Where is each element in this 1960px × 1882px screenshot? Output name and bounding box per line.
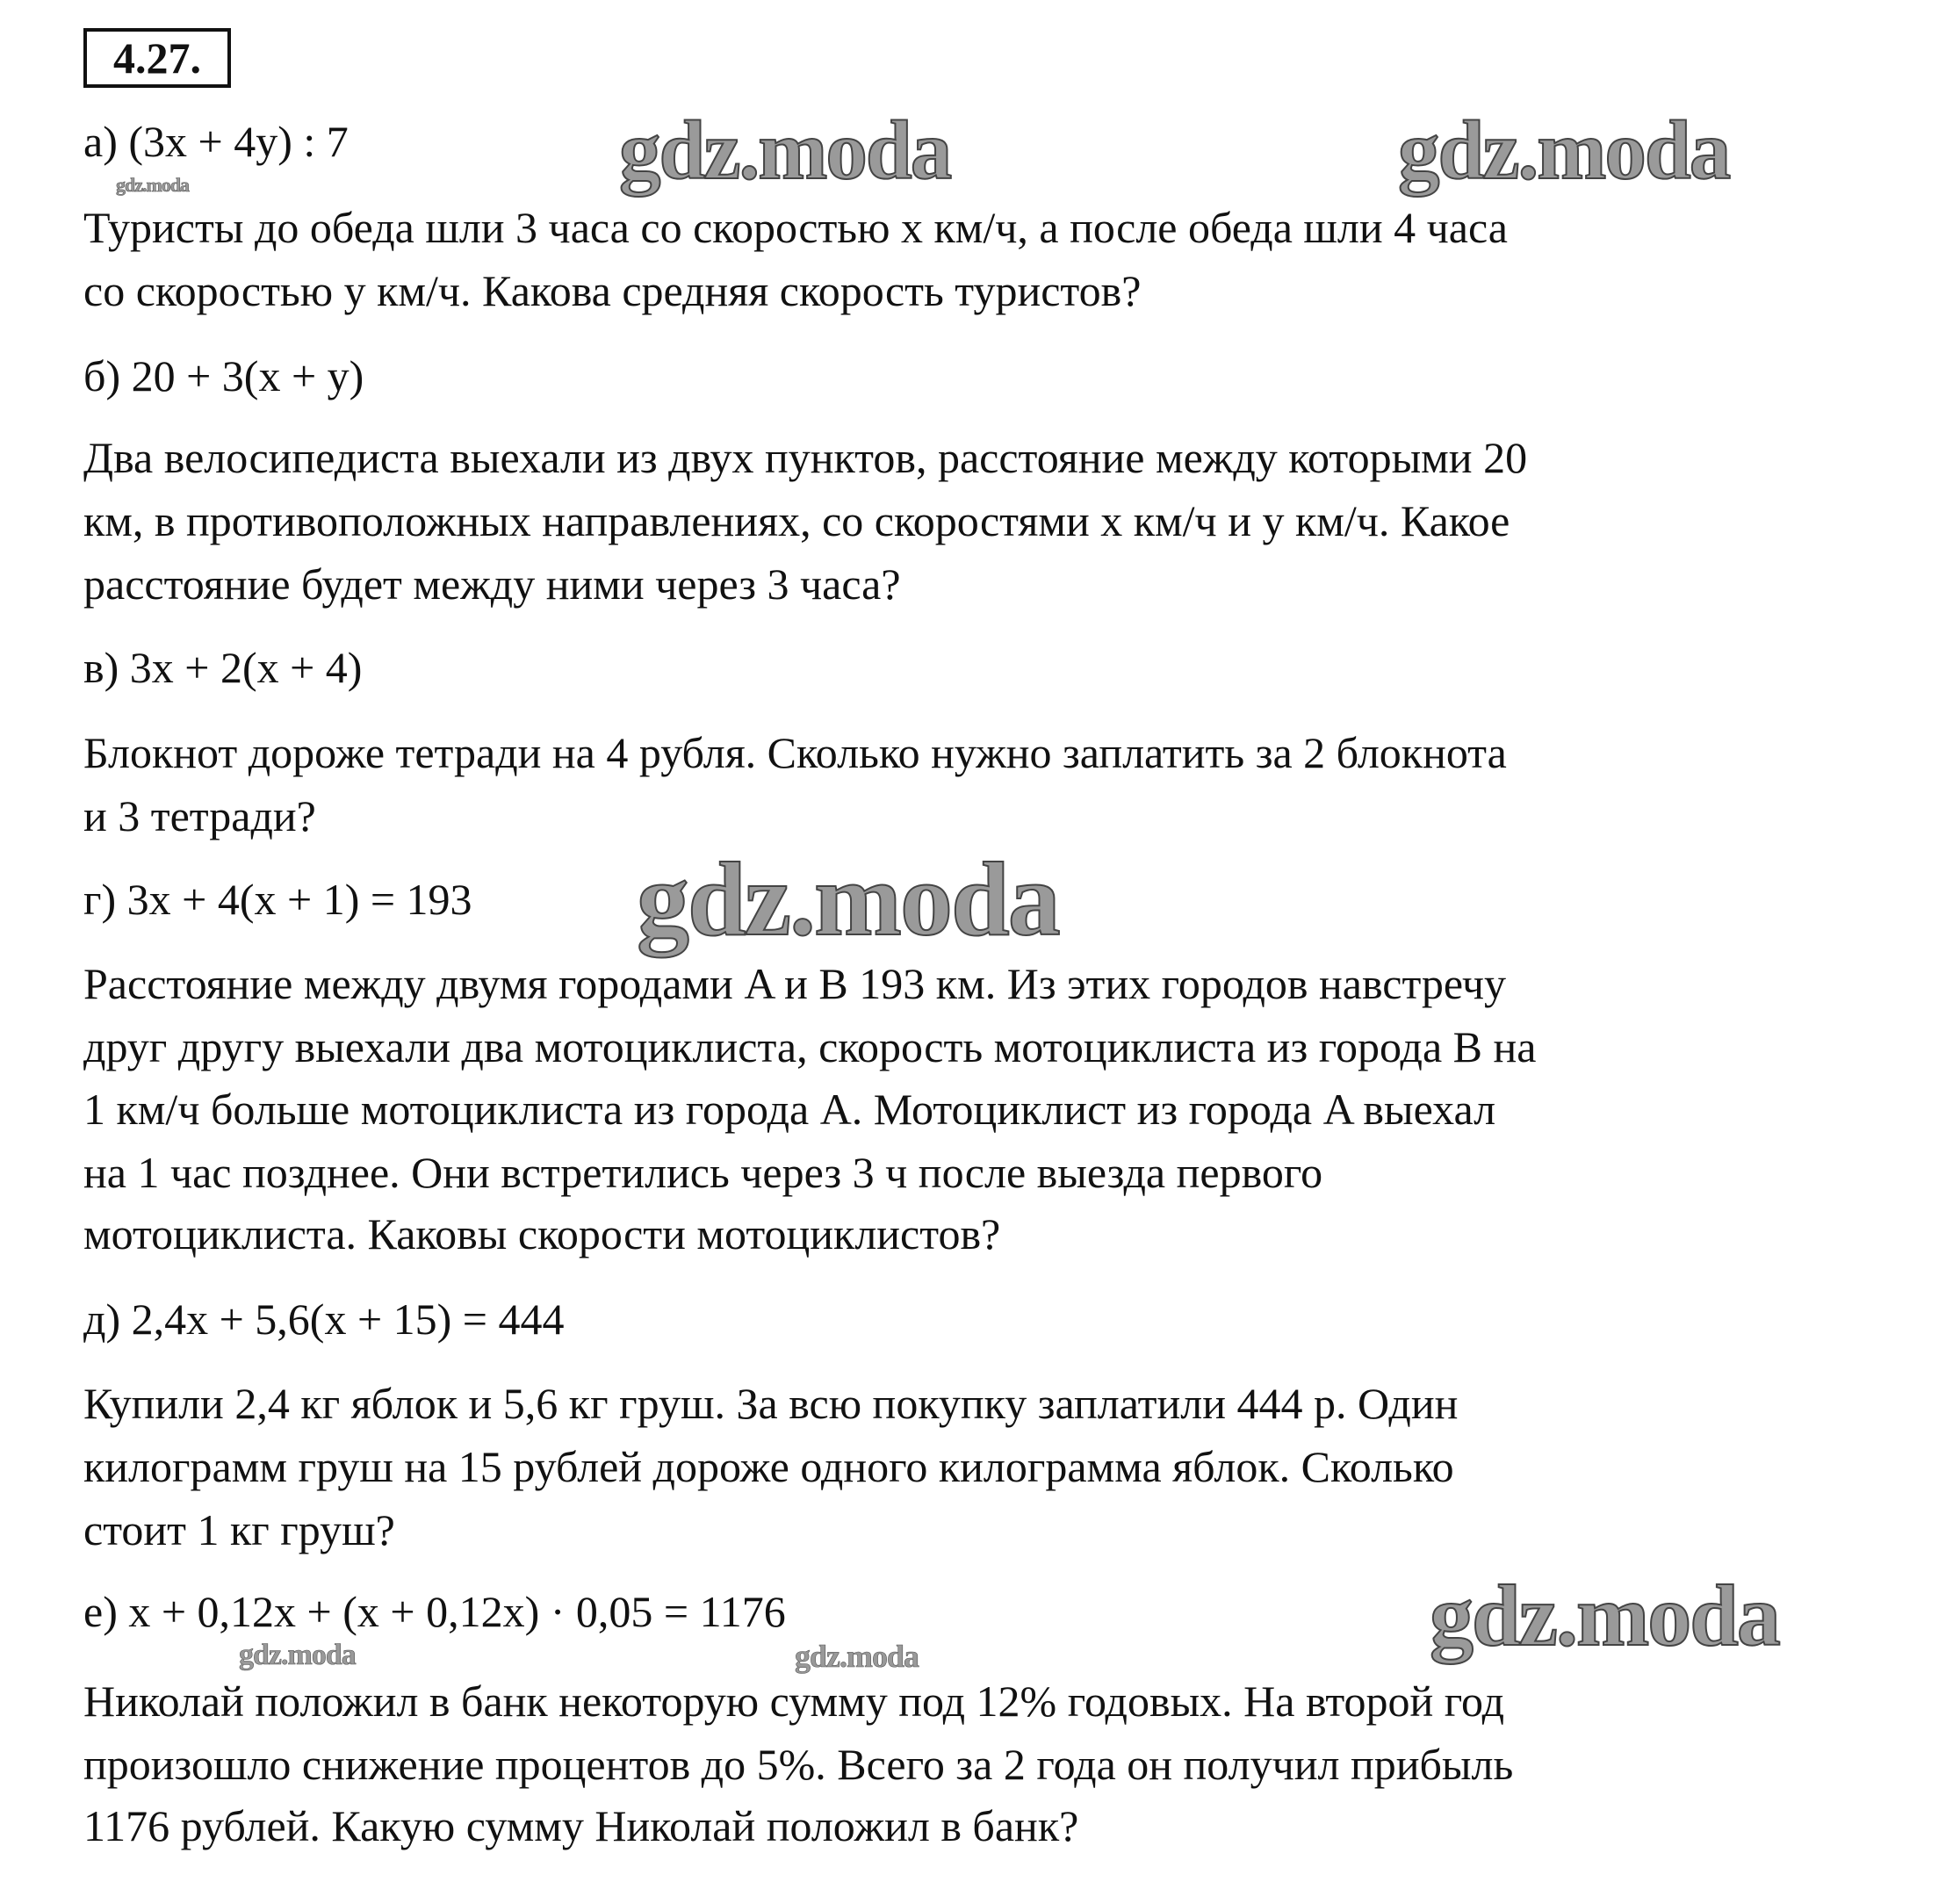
problem-text-a: Туристы до обеда шли 3 часа со скоростью x км/ч, а после обеда шли 4 часа bbox=[83, 203, 1508, 252]
expression-a: а) (3x + 4y) : 7 bbox=[83, 117, 349, 166]
problem-text-b: Два велосипедиста выехали из двух пунктов, расстояние между которыми 20 bbox=[83, 433, 1528, 482]
expression-e: е) x + 0,12x + (x + 0,12x) · 0,05 = 1176 bbox=[83, 1587, 786, 1636]
problem-text-g: 1 км/ч больше мотоциклиста из города A. Мотоциклист из города A выехал bbox=[83, 1085, 1496, 1134]
problem-text-e: 1176 рублей. Какую сумму Николай положил в банк? bbox=[83, 1801, 1079, 1850]
problem-text-e: Николай положил в банк некоторую сумму под 12% годовых. На второй год bbox=[83, 1676, 1505, 1726]
watermark-small: gdz.moda bbox=[116, 174, 190, 196]
watermark-small: gdz.moda bbox=[239, 1639, 356, 1671]
problem-text-a: со скоростью y км/ч. Какова средняя скорость туристов? bbox=[83, 266, 1142, 315]
expression-d: д) 2,4x + 5,6(x + 15) = 444 bbox=[83, 1294, 565, 1344]
problem-text-b: расстояние будет между ними через 3 часа? bbox=[83, 559, 901, 609]
problem-text-d: стоит 1 кг груш? bbox=[83, 1505, 395, 1554]
problem-number: 4.27. bbox=[83, 28, 231, 88]
problem-text-e: произошло снижение процентов до 5%. Всего за 2 года он получил прибыль bbox=[83, 1740, 1514, 1789]
problem-text-g: на 1 час позднее. Они встретились через 3 ч после выезда первого bbox=[83, 1148, 1323, 1197]
watermark-small: gdz.moda bbox=[795, 1639, 919, 1674]
problem-text-g: мотоциклиста. Каковы скорости мотоциклистов? bbox=[83, 1209, 1001, 1258]
problem-text-b: км, в противоположных направлениях, со скоростями x км/ч и y км/ч. Какое bbox=[83, 496, 1510, 545]
problem-text-d: килограмм груш на 15 рублей дороже одного килограмма яблок. Сколько bbox=[83, 1442, 1454, 1491]
problem-text-g: Расстояние между двумя городами A и B 193 км. Из этих городов навстречу bbox=[83, 959, 1507, 1008]
expression-g: г) 3x + 4(x + 1) = 193 bbox=[83, 875, 472, 924]
expression-v: в) 3x + 2(x + 4) bbox=[83, 643, 363, 692]
watermark: gdz.moda bbox=[637, 840, 1059, 957]
watermark: gdz.moda bbox=[619, 104, 951, 197]
problem-text-v: и 3 тетради? bbox=[83, 791, 316, 840]
watermark: gdz.moda bbox=[1430, 1567, 1779, 1664]
problem-text-d: Купили 2,4 кг яблок и 5,6 кг груш. За всю покупку заплатили 444 р. Один bbox=[83, 1379, 1459, 1428]
problem-text-g: друг другу выехали два мотоциклиста, скорость мотоциклиста из города B на bbox=[83, 1022, 1537, 1071]
expression-b: б) 20 + 3(x + y) bbox=[83, 351, 364, 400]
problem-text-v: Блокнот дороже тетради на 4 рубля. Сколько нужно заплатить за 2 блокнота bbox=[83, 728, 1507, 777]
watermark: gdz.moda bbox=[1398, 104, 1730, 197]
